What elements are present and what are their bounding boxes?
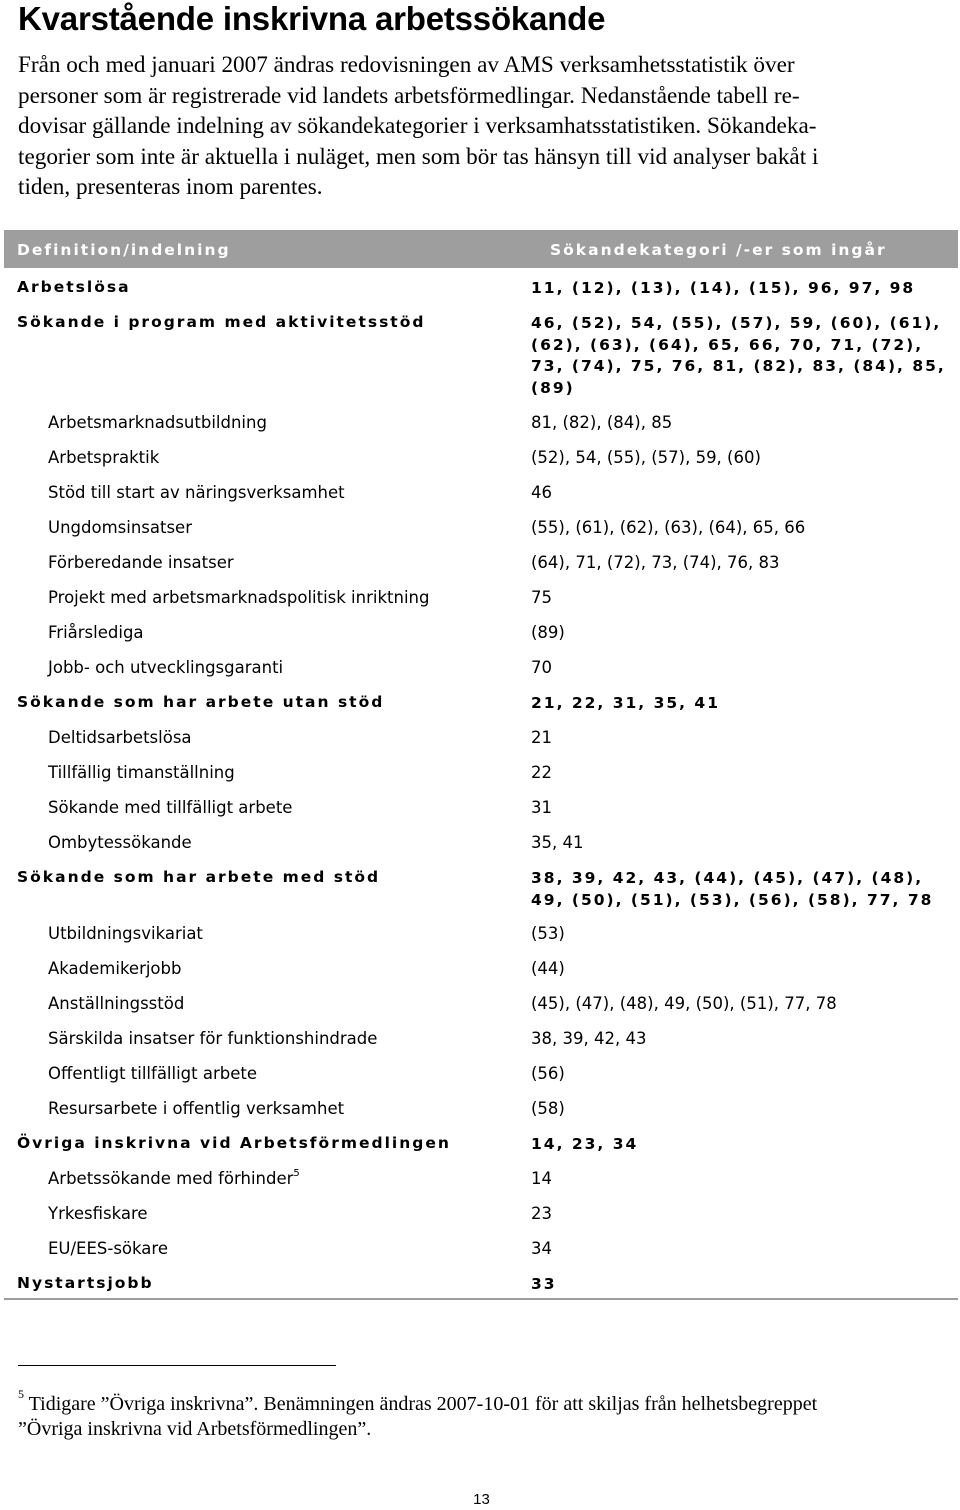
row-value (531, 1274, 958, 1298)
intro-line: tegorier som inte är aktuella i nuläget, men som bör tas hänsyn till vid analyser bakåt i (18, 143, 819, 170)
row-label (4, 483, 531, 508)
row-label (4, 1029, 531, 1054)
row-value-text: (52), 54, (55), (57), 59, (60) (531, 448, 761, 467)
row-label (4, 868, 531, 914)
row-label-text: Nystartsjobb (17, 1274, 154, 1292)
row-value (531, 1099, 958, 1124)
footnote-ref: 5 (293, 1167, 300, 1179)
row-label-text: Ungdomsinsatser (48, 518, 192, 537)
row-label (4, 833, 531, 858)
subcategory-row (4, 1229, 958, 1264)
row-value (531, 693, 958, 718)
row-label-text: Förberedande insatser (48, 553, 234, 572)
subcategory-row (4, 473, 958, 508)
row-label (4, 278, 531, 303)
row-label-text: Jobb- och utvecklingsgaranti (48, 658, 284, 677)
subcategory-row (4, 823, 958, 858)
row-label (4, 313, 531, 403)
footnote-text: Tidigare ”Övriga inskrivna”. Benämningen ändras 2007-10-01 för att skiljas från helhetsbegreppet (24, 1393, 818, 1415)
row-label-text: Utbildningsvikariat (48, 924, 203, 943)
row-label (4, 1204, 531, 1229)
row-value-text: 70 (531, 658, 552, 677)
row-label (4, 1064, 531, 1089)
row-value (531, 924, 958, 949)
row-value-text: 81, (82), (84), 85 (531, 413, 673, 432)
subcategory-row (4, 613, 958, 648)
row-value-text: (53) (531, 924, 565, 943)
row-value-text: (55), (61), (62), (63), (64), 65, 66 (531, 518, 806, 537)
row-value (531, 313, 958, 403)
row-value (531, 1134, 958, 1159)
row-value-text: (44) (531, 959, 565, 978)
category-row (4, 303, 958, 403)
row-label (4, 623, 531, 648)
subcategory-row (4, 1019, 958, 1054)
row-value (531, 1204, 958, 1229)
row-value-text: (58) (531, 1099, 565, 1118)
row-label (4, 518, 531, 543)
category-row (4, 683, 958, 718)
footnote-separator (18, 1365, 336, 1366)
row-value (531, 728, 958, 753)
row-label (4, 658, 531, 683)
row-value-text: 31 (531, 798, 552, 817)
row-label-text: Akademikerjobb (48, 959, 182, 978)
row-label (4, 588, 531, 613)
row-label-text: Sökande som har arbete utan stöd (17, 693, 385, 711)
row-label (4, 728, 531, 753)
row-value-text: 21, 22, 31, 35, 41 (531, 694, 720, 712)
row-label-text: Övriga inskrivna vid Arbetsförmedlingen (17, 1134, 451, 1152)
subcategory-row (4, 578, 958, 613)
row-label-text: Sökande med tillfälligt arbete (48, 798, 293, 817)
subcategory-row (4, 753, 958, 788)
row-value (531, 833, 958, 858)
row-value-text: 46 (531, 483, 552, 502)
row-value (531, 658, 958, 683)
page-title: Kvarstående inskrivna arbetssökande (18, 0, 606, 37)
row-label (4, 1134, 531, 1159)
table-bottom-rule (4, 1298, 958, 1300)
row-value (531, 518, 958, 543)
row-value-text: 14, 23, 34 (531, 1135, 639, 1153)
table-header (4, 230, 958, 268)
subcategory-row (4, 914, 958, 949)
category-row (4, 1264, 958, 1298)
row-value (531, 763, 958, 788)
row-value (531, 1239, 958, 1264)
row-value-text: 33 (531, 1275, 557, 1293)
row-value (531, 553, 958, 578)
row-label (4, 798, 531, 823)
row-label-text: Sökande i program med aktivitetsstöd (17, 313, 426, 331)
row-label (4, 413, 531, 438)
header-definition: Definition/indelning (17, 241, 231, 259)
category-row (4, 1124, 958, 1159)
subcategory-row (4, 788, 958, 823)
row-value-text: 14 (531, 1169, 552, 1188)
subcategory-row (4, 949, 958, 984)
row-value (531, 1029, 958, 1054)
subcategory-row (4, 1089, 958, 1124)
row-value-text: 34 (531, 1239, 552, 1258)
row-label-text: Deltidsarbetslösa (48, 728, 192, 747)
row-label-text: Arbetsmarknadsutbildning (48, 413, 267, 432)
row-label-text: Resursarbete i offentlig verksamhet (48, 1099, 345, 1118)
row-label-text: Särskilda insatser för funktionshindrade (48, 1029, 378, 1048)
page-number: 13 (473, 1491, 490, 1508)
row-label-text: Offentligt tillfälligt arbete (48, 1064, 258, 1083)
row-label-text: Sökande som har arbete med stöd (17, 868, 381, 886)
intro-line: dovisar gällande indelning av sökandekategorier i verksamhatsstatistiken. Sökandeka- (18, 113, 817, 139)
row-value-text: (56) (531, 1064, 565, 1083)
row-label (4, 1169, 531, 1194)
subcategory-row (4, 1054, 958, 1089)
row-value (531, 1169, 958, 1194)
category-row (4, 268, 958, 303)
row-label-text: Stöd till start av näringsverksamhet (48, 483, 345, 502)
row-label (4, 1099, 531, 1124)
row-value-text: 38, 39, 42, 43 (531, 1029, 647, 1048)
row-value (531, 798, 958, 823)
row-value-text: 22 (531, 763, 552, 782)
row-label-text: Ombytessökande (48, 833, 192, 852)
footnote-line (18, 1387, 953, 1417)
row-label (4, 448, 531, 473)
row-value-line: 73, (74), 75, 76, 81, (82), 83, (84), 85, (531, 357, 946, 375)
row-label-text: Yrkesfiskare (48, 1204, 148, 1223)
row-label-text: Arbetslösa (17, 278, 131, 296)
row-label (4, 959, 531, 984)
row-value-text: 35, 41 (531, 833, 584, 852)
row-value-text: 21 (531, 728, 552, 747)
row-value (531, 959, 958, 984)
row-value (531, 994, 958, 1019)
row-value-line: 38, 39, 42, 43, (44), (45), (47), (48), (531, 869, 924, 887)
subcategory-row (4, 648, 958, 683)
subcategory-row (4, 1194, 958, 1229)
row-label-text: Tillfällig timanställning (48, 763, 235, 782)
intro-line: Från och med januari 2007 ändras redovisningen av AMS verksamhetsstatistik över (18, 52, 795, 78)
row-value-line: (62), (63), (64), 65, 66, 70, 71, (72), (531, 335, 924, 354)
row-value-line: 46, (52), 54, (55), (57), 59, (60), (61), (531, 314, 942, 332)
row-value (531, 623, 958, 648)
header-categories: Sökandekategori /-er som ingår (550, 241, 887, 259)
row-label (4, 693, 531, 718)
row-value (531, 483, 958, 508)
subcategory-row (4, 984, 958, 1019)
category-row (4, 858, 958, 914)
row-label-text: Projekt med arbetsmarknadspolitisk inriktning (48, 588, 430, 607)
row-value-text: 23 (531, 1204, 552, 1223)
footnote (18, 1387, 953, 1442)
row-value-line: 49, (50), (51), (53), (56), (58), 77, 78 (531, 890, 934, 909)
row-value (531, 448, 958, 473)
row-label (4, 994, 531, 1019)
intro-line: personer som är registrerade vid landets arbetsförmedlingar. Nedanstående tabell re- (18, 82, 800, 109)
row-label (4, 1239, 531, 1264)
row-value-text: 75 (531, 588, 552, 607)
row-value-text: (64), 71, (72), 73, (74), 76, 83 (531, 553, 780, 572)
subcategory-row (4, 718, 958, 753)
row-value-text: (45), (47), (48), 49, (50), (51), 77, 78 (531, 994, 837, 1013)
table-body (4, 268, 958, 1298)
row-label (4, 553, 531, 578)
row-label (4, 1274, 531, 1298)
subcategory-row (4, 438, 958, 473)
footnote-line: ”Övriga inskrivna vid Arbetsförmedlingen”. (18, 1418, 372, 1440)
row-label-text: EU/EES-sökare (48, 1239, 168, 1258)
row-value (531, 588, 958, 613)
intro-line: tiden, presenteras inom parentes. (18, 174, 323, 200)
subcategory-row (4, 543, 958, 578)
row-label-text: Arbetssökande med förhinder (48, 1169, 294, 1188)
subcategory-row (4, 403, 958, 438)
row-label-text: Arbetspraktik (48, 448, 160, 467)
row-value-line: (89) (531, 378, 575, 397)
row-label (4, 924, 531, 949)
category-table (4, 230, 958, 1300)
footnote-marker: 5 (18, 1387, 24, 1402)
subcategory-row (4, 508, 958, 543)
row-value (531, 868, 958, 914)
row-value-text: (89) (531, 623, 565, 642)
row-label-text: Anställningsstöd (48, 994, 185, 1013)
row-value (531, 278, 958, 303)
subcategory-row (4, 1159, 958, 1194)
row-label (4, 763, 531, 788)
row-label-text: Friårslediga (48, 623, 144, 642)
row-value (531, 1064, 958, 1089)
row-value (531, 413, 958, 438)
row-value-text: 11, (12), (13), (14), (15), 96, 97, 98 (531, 279, 916, 297)
intro-paragraph (18, 50, 948, 203)
